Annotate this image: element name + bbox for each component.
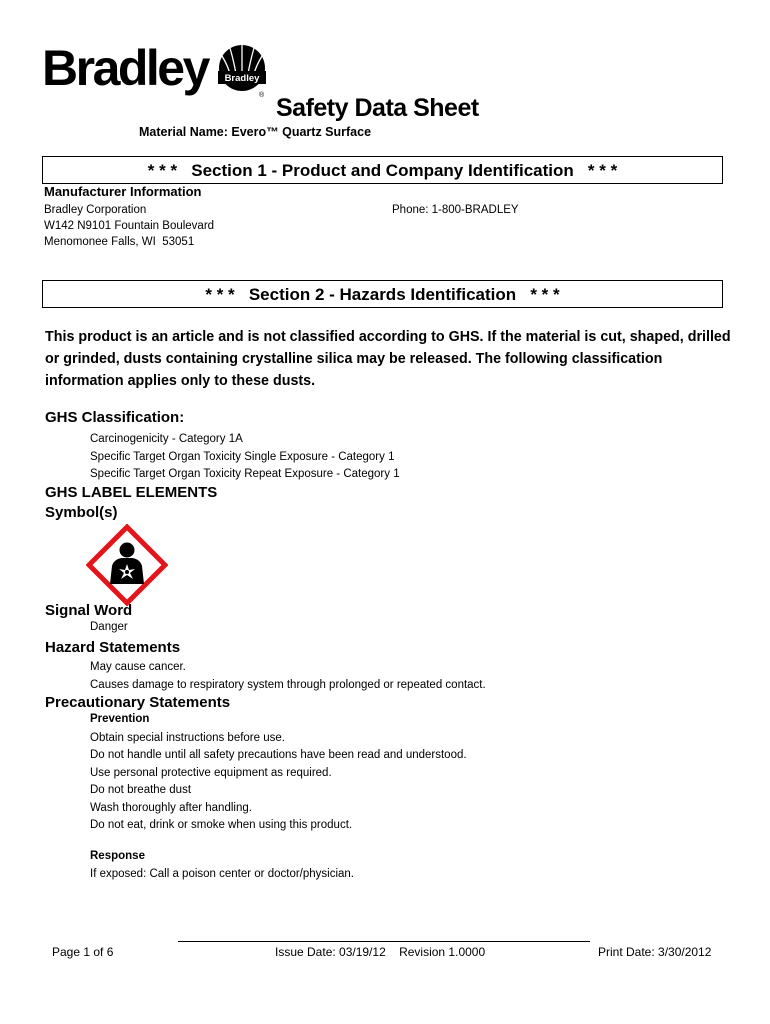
response-text: If exposed: Call a poison center or doctor/physician. (90, 868, 355, 880)
prevention-item: Do not handle until all safety precautions have been read and understood. (90, 749, 467, 762)
footer-divider (178, 941, 590, 942)
address-line: Menomonee Falls, WI 53051 (44, 236, 195, 248)
section-2-heading: * * * Section 2 - Hazards Identification * * * (42, 280, 723, 308)
hazard-statement: May cause cancer. (90, 661, 186, 673)
prevention-item: Wash thoroughly after handling. (90, 801, 252, 814)
document-title: Safety Data Sheet (276, 94, 479, 122)
registered-mark: ® (259, 92, 265, 99)
signal-word-heading: Signal Word (45, 602, 133, 619)
label-elements-heading: GHS LABEL ELEMENTS (45, 484, 218, 501)
material-name: Material Name: Evero™ Quartz Surface (139, 125, 372, 139)
label-elements-block (45, 483, 217, 523)
print-date: Print Date: 3/30/2012 (598, 945, 712, 959)
response-heading: Response (90, 850, 145, 862)
symbols-heading: Symbol(s) (45, 504, 118, 521)
hazard-statements-heading: Hazard Statements (45, 639, 181, 656)
prevention-list (90, 730, 467, 834)
page-number: Page 1 of 6 (52, 945, 114, 959)
manufacturer-address (44, 202, 214, 250)
issue-revision: Issue Date: 03/19/12 Revision 1.0000 (275, 945, 486, 959)
prevention-item: Obtain special instructions before use. (90, 732, 285, 744)
brand-badge-text: Bradley (224, 73, 260, 84)
hazards-intro: This product is an article and is not classified according to GHS. If the material is cut, shaped, drilled or grinded, dusts containing crystalline silica may be released. The following classification information applies only to these dusts. (45, 329, 731, 389)
address-line: Bradley Corporation (44, 204, 147, 216)
manufacturer-phone: Phone: 1-800-BRADLEY (392, 204, 519, 216)
signal-word-value: Danger (90, 621, 128, 633)
ghs-classification-heading: GHS Classification: (45, 409, 185, 426)
prevention-item: Do not breathe dust (90, 784, 192, 797)
health-hazard-icon (86, 524, 168, 606)
prevention-item: Do not eat, drink or smoke when using this product. (90, 819, 353, 832)
hazard-statements-list (90, 659, 486, 694)
classification-item: Specific Target Organ Toxicity Single Exposure - Category 1 (90, 450, 395, 463)
classification-item: Specific Target Organ Toxicity Repeat Exposure - Category 1 (90, 468, 400, 480)
manufacturer-heading: Manufacturer Information (44, 184, 202, 199)
hazard-statement: Causes damage to respiratory system through prolonged or repeated contact. (90, 678, 486, 691)
section-1-heading: * * * Section 1 - Product and Company Identification * * * (42, 156, 723, 184)
address-line: W142 N9101 Fountain Boulevard (44, 220, 215, 232)
prevention-item: Use personal protective equipment as required. (90, 766, 332, 779)
classification-list (90, 431, 400, 484)
classification-item: Carcinogenicity - Category 1A (90, 433, 243, 445)
brand-globe-icon (218, 44, 266, 92)
brand-logo-wordmark: Bradley (42, 40, 208, 96)
precautionary-heading: Precautionary Statements (45, 694, 231, 711)
prevention-heading: Prevention (90, 713, 150, 725)
